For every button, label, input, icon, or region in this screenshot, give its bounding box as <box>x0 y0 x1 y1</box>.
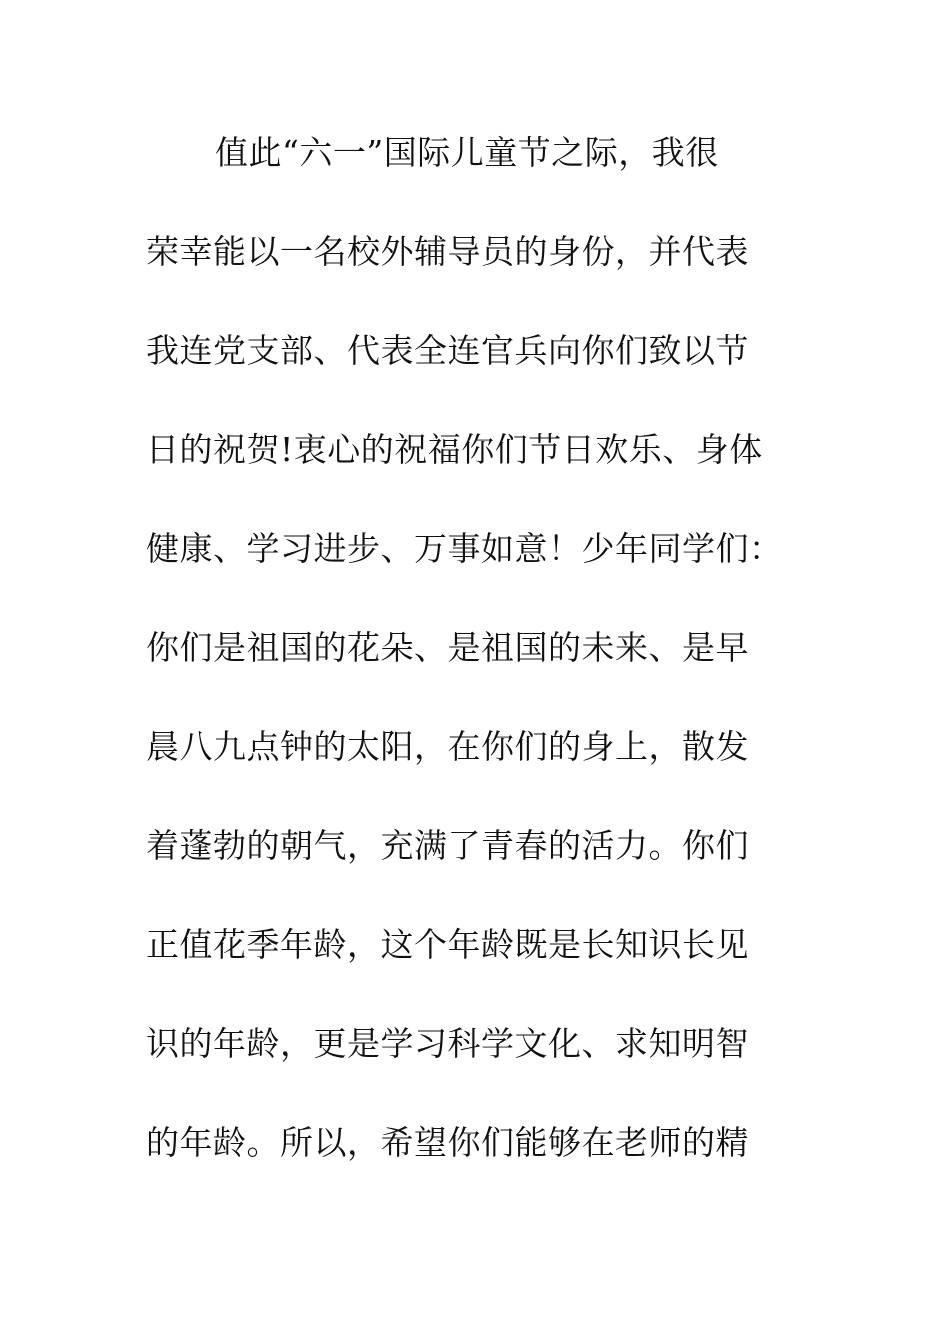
text-line: 我连党支部、代表全连官兵向你们致以节 <box>146 331 749 370</box>
text-line: 值此“六一”国际儿童节之际，我很 <box>215 133 719 172</box>
body-paragraph <box>146 123 806 1212</box>
text-line: 晨八九点钟的太阳，在你们的身上，散发 <box>146 727 749 766</box>
text-line: 的年龄。所以，希望你们能够在老师的精 <box>146 1123 749 1162</box>
text-line: 正值花季年龄，这个年龄既是长知识长见 <box>146 925 749 964</box>
text-line: 你们是祖国的花朵、是祖国的未来、是早 <box>146 628 749 667</box>
text-line: 着蓬勃的朝气，充满了青春的活力。你们 <box>146 826 749 865</box>
text-line: 日的祝贺!衷心的祝福你们节日欢乐、身体 <box>146 430 763 469</box>
text-line: 荣幸能以一名校外辅导员的身份，并代表 <box>146 232 749 271</box>
text-line: 健康、学习进步、万事如意！少年同学们： <box>146 529 783 568</box>
text-line: 识的年龄，更是学习科学文化、求知明智 <box>146 1024 749 1063</box>
